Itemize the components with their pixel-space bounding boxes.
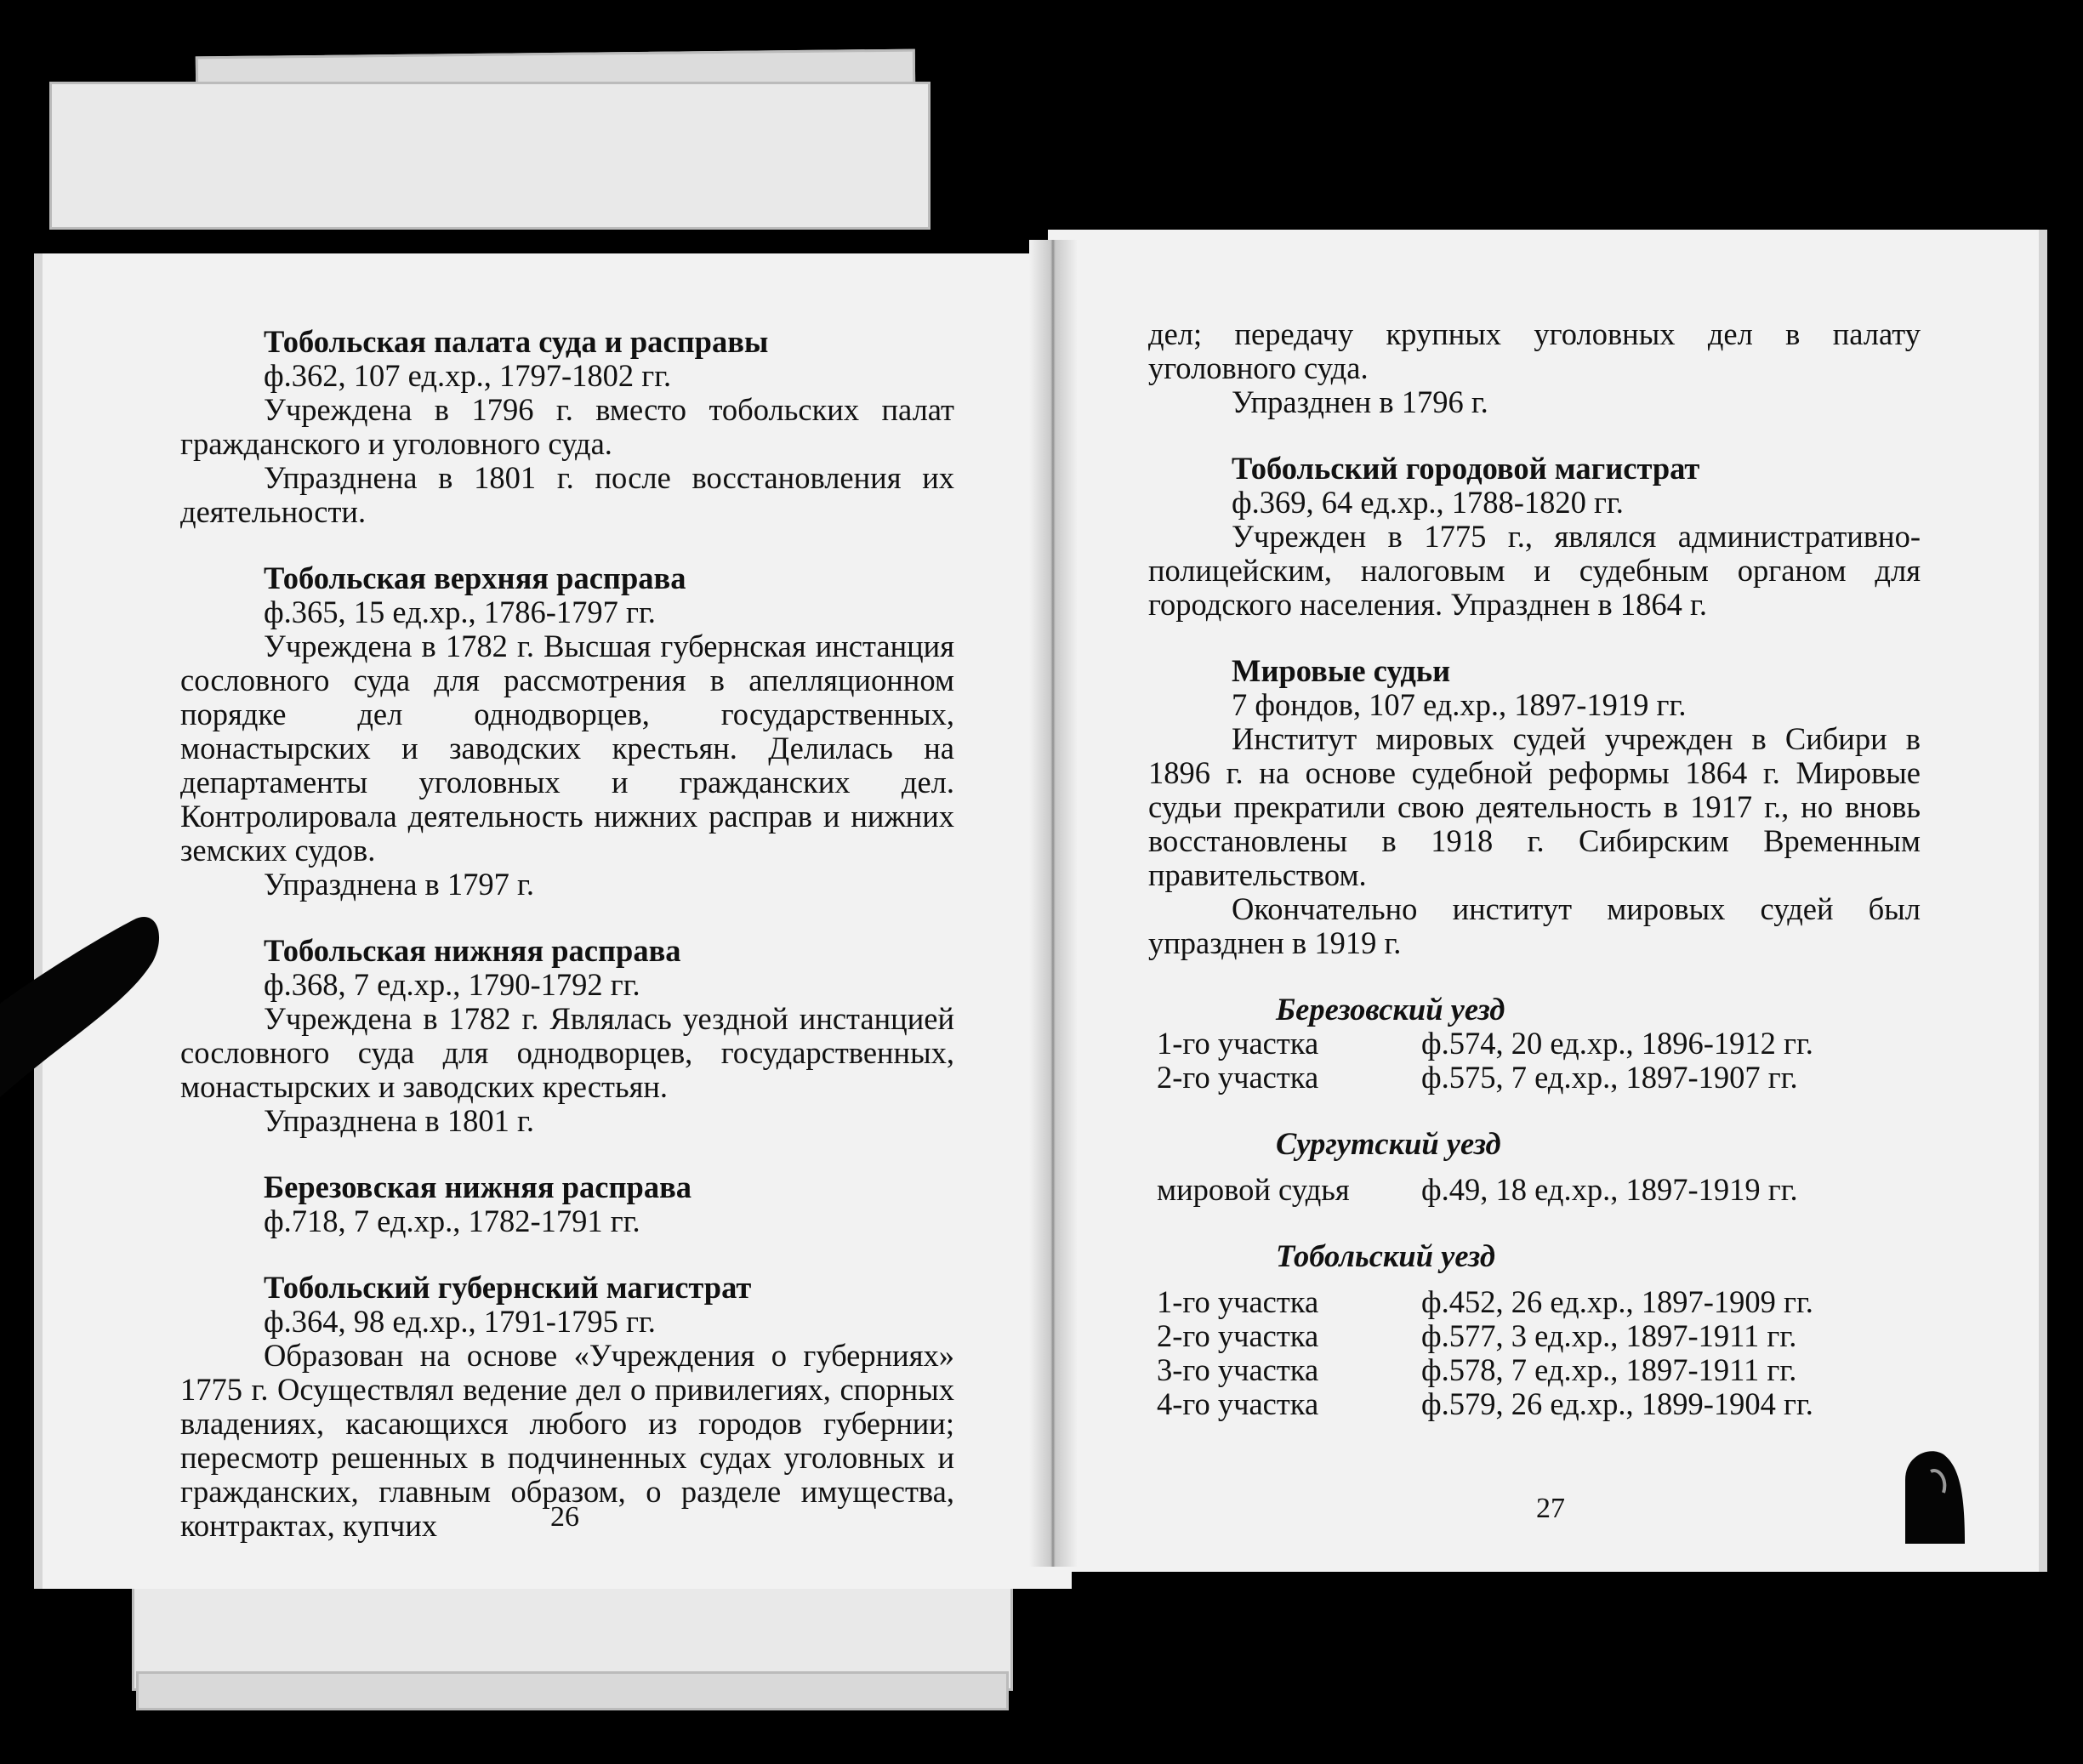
court-row [1148,1353,1921,1387]
paragraph: дел; передачу крупных уголовных дел в палату уголовного суда. [1148,316,1921,385]
paragraph: Учреждена в 1796 г. вместо тобольских палат гражданского и уголовного суда. [180,392,954,461]
left-page-text [180,325,954,1543]
court-label: 3-го участка [1157,1352,1319,1387]
court-label: 1-го участка [1157,1284,1319,1319]
paragraph: Учреждена в 1782 г. Высшая губернская инстанция сословного суда для рассмотрения в апелляционном порядке дел однодворцев, государственных, монастырских и заводских крестьян. Делилась на департаменты уголовных и гражданских дел. Контролировала деятельность нижних расправ и нижних земских судов. [180,629,954,868]
court-fond: ф.49, 18 ед.хр., 1897-1919 гг. [1421,1172,1798,1207]
section-title: Березовская нижняя расправа [264,1169,692,1204]
paragraph: Институт мировых судей учрежден в Сибири в 1896 г. на основе судебной реформы 1864 г. Мировые судьи прекратили свою деятельность в 1917 г., но вновь восстановлены в 1918 г. Сибирским Временным правительством. [1148,721,1921,892]
section-title: Тобольская палата суда и расправы [264,324,769,359]
court-row [1148,1173,1921,1207]
page-clip-right [1897,1446,1973,1548]
court-label: 2-го участка [1157,1060,1319,1095]
court-label: мировой судья [1157,1172,1350,1207]
fond-reference: ф.369, 64 ед.хр., 1788-1820 гг. [1232,485,1624,520]
paragraph: Образован на основе «Учреждения о губерниях» 1775 г. Осуществлял ведение дел о привилегиях, спорных владениях, касающихся любого из городов губернии; пересмотр решенных в подчиненных судах уголовных и гражданских, главным образом, о разделе имущества, контрактах, купчих [180,1338,954,1543]
court-fond: ф.452, 26 ед.хр., 1897-1909 гг. [1421,1284,1813,1319]
section-title: Тобольская верхняя расправа [264,560,686,595]
district-heading: Тобольский уезд [1276,1238,1495,1273]
paragraph: Учрежден в 1775 г., являлся административно-полицейским, налоговым и судебным органом для городского населения. Упразднен в 1864 г. [1148,519,1921,622]
paragraph: Упразднена в 1801 г. после восстановления их деятельности. [180,460,954,529]
court-label: 1-го участка [1157,1026,1319,1061]
section-title: Тобольская нижняя расправа [264,933,681,968]
fond-reference: ф.362, 107 ед.хр., 1797-1802 гг. [264,358,672,393]
court-row [1148,1387,1921,1421]
right-page-text [1148,317,1921,1421]
court-label: 2-го участка [1157,1318,1319,1353]
court-fond: ф.575, 7 ед.хр., 1897-1907 гг. [1421,1060,1798,1095]
court-fond: ф.577, 3 ед.хр., 1897-1911 гг. [1421,1318,1797,1353]
paper-stack-bottom-back [136,1671,1009,1710]
court-row [1148,1027,1921,1061]
section-title: Тобольский губернский магистрат [264,1270,752,1305]
paragraph: Упразднен в 1796 г. [1232,384,1488,419]
page-clip-left [0,885,170,1106]
section-title: Мировые судьи [1232,653,1451,688]
court-fond: ф.574, 20 ед.хр., 1896-1912 гг. [1421,1026,1813,1061]
paragraph: Учреждена в 1782 г. Являлась уездной инстанцией сословного суда для однодворцев, государственных, монастырских и заводских крестьян. [180,1001,954,1104]
paragraph: Окончательно институт мировых судей был упразднен в 1919 г. [1148,891,1921,960]
district-heading: Березовский уезд [1276,992,1505,1027]
fond-reference: ф.365, 15 ед.хр., 1786-1797 гг. [264,595,656,629]
paragraph: Упразднена в 1797 г. [264,867,535,902]
page-number: 26 [550,1501,579,1533]
paragraph: Упразднена в 1801 г. [264,1103,535,1138]
fond-reference: ф.364, 98 ед.хр., 1791-1795 гг. [264,1304,656,1339]
district-heading: Сургутский уезд [1276,1126,1501,1161]
court-row [1148,1285,1921,1319]
fond-reference: 7 фондов, 107 ед.хр., 1897-1919 гг. [1232,687,1687,722]
fond-reference: ф.718, 7 ед.хр., 1782-1791 гг. [264,1204,640,1238]
court-label: 4-го участка [1157,1386,1319,1421]
page-number: 27 [1536,1493,1565,1524]
court-fond: ф.579, 26 ед.хр., 1899-1904 гг. [1421,1386,1813,1421]
fond-reference: ф.368, 7 ед.хр., 1790-1792 гг. [264,967,640,1002]
paper-stack-top [49,82,931,230]
book-gutter [1029,240,1077,1567]
section-title: Тобольский городовой магистрат [1232,451,1700,486]
court-fond: ф.578, 7 ед.хр., 1897-1911 гг. [1421,1352,1797,1387]
court-row [1148,1061,1921,1095]
court-row [1148,1319,1921,1353]
